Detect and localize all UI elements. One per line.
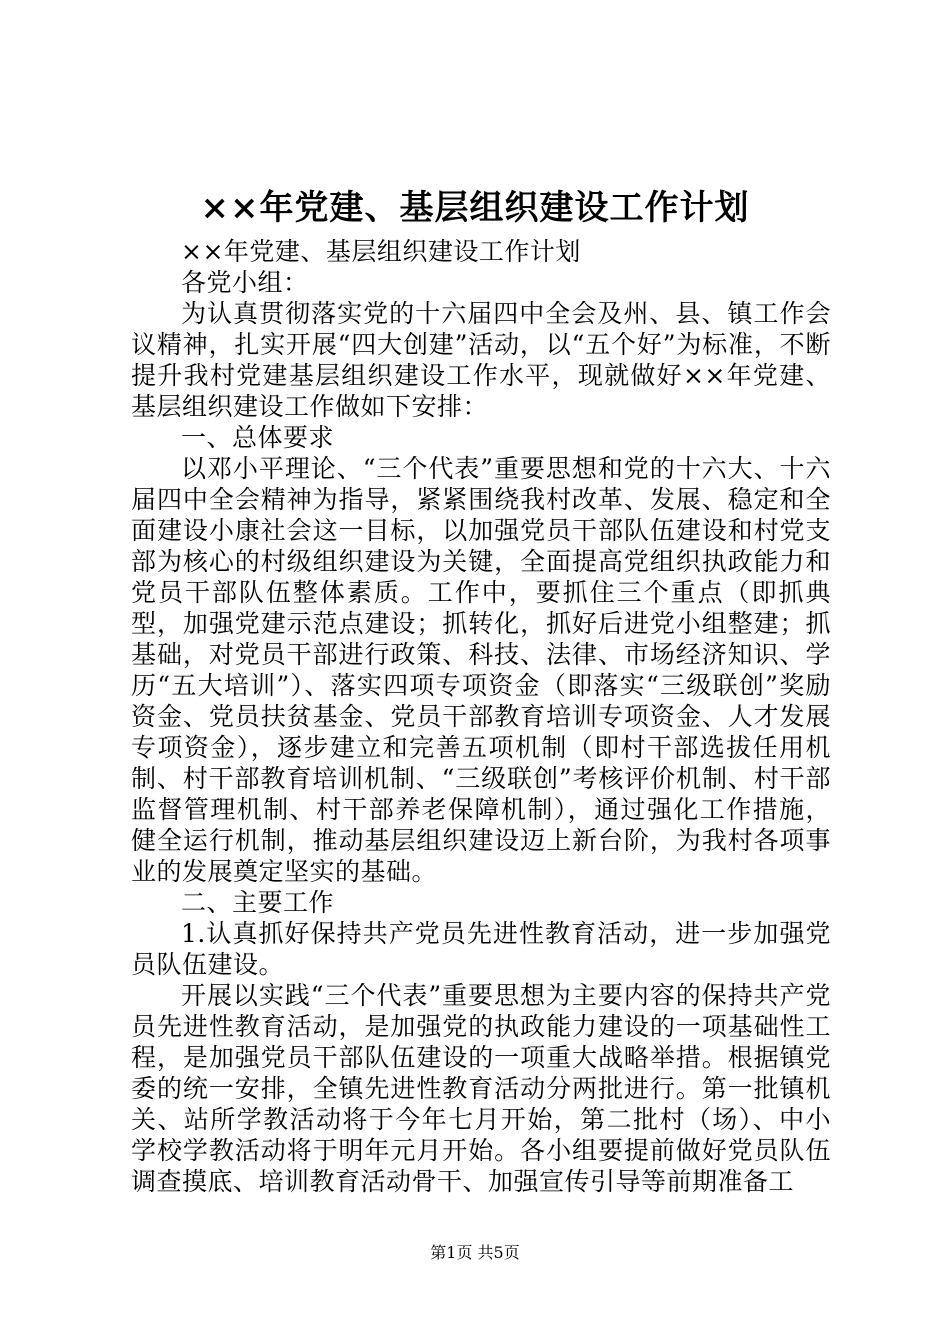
document-body (131, 236, 831, 1197)
document-title: ××年党建、基层组织建设工作计划 (200, 188, 750, 228)
page-footer: 第1页 共5页 (430, 1243, 520, 1262)
paragraph-item-1: 1.认真抓好保持共产党员先进性教育活动，进一步加强党员队伍建设。 (131, 919, 831, 979)
paragraph-item-1-detail: 开展以实践“三个代表”重要思想为主要内容的保持共产党员先进性教育活动，是加强党的执政能力建设的一项基础性工程，是加强党员干部队伍建设的一项重大战略举措。根据镇党委的统一安排，全镇先进性教育活动分两批进行。第一批镇机关、站所学教活动将于今年七月开始，第二批村（场）、中小学校学教活动将于明年元月开始。各小组要提前做好党员队伍调查摸底、培训教育活动骨干、加强宣传引导等前期准备工 (131, 981, 831, 1196)
section-heading-main-work: 二、主要工作 (181, 888, 335, 917)
paragraph-subtitle: ××年党建、基层组织建设工作计划 (181, 237, 581, 266)
section-heading-general-requirements: 一、总体要求 (181, 423, 335, 452)
paragraph-salutation: 各党小组： (181, 268, 309, 297)
paragraph-general-requirements: 以邓小平理论、“三个代表”重要思想和党的十六大、十六届四中全会精神为指导，紧紧围绕我村改革、发展、稳定和全面建设小康社会这一目标，以加强党员干部队伍建设和村党支部为核心的村级组织建设为关键，全面提高党组织执政能力和党员干部队伍整体素质。工作中，要抓住三个重点（即抓典型，加强党建示范点建设；抓转化，抓好后进党小组整建；抓基础，对党员干部进行政策、科技、法律、市场经济知识、学历“五大培训”）、落实四项专项资金（即落实“三级联创”奖励资金、党员扶贫基金、党员干部教育培训专项资金、人才发展专项资金），逐步建立和完善五项机制（即村干部选拔任用机制、村干部教育培训机制、“三级联创”考核评价机制、村干部监督管理机制、村干部养老保障机制），通过强化工作措施，健全运行机制，推动基层组织建设迈上新台阶，为我村各项事业的发展奠定坚实的基础。 (131, 454, 831, 886)
paragraph-intro: 为认真贯彻落实党的十六届四中全会及州、县、镇工作会议精神，扎实开展“四大创建”活动，以“五个好”为标准，不断提升我村党建基层组织建设工作水平，现就做好××年党建、基层组织建设工作做如下安排： (131, 299, 831, 421)
